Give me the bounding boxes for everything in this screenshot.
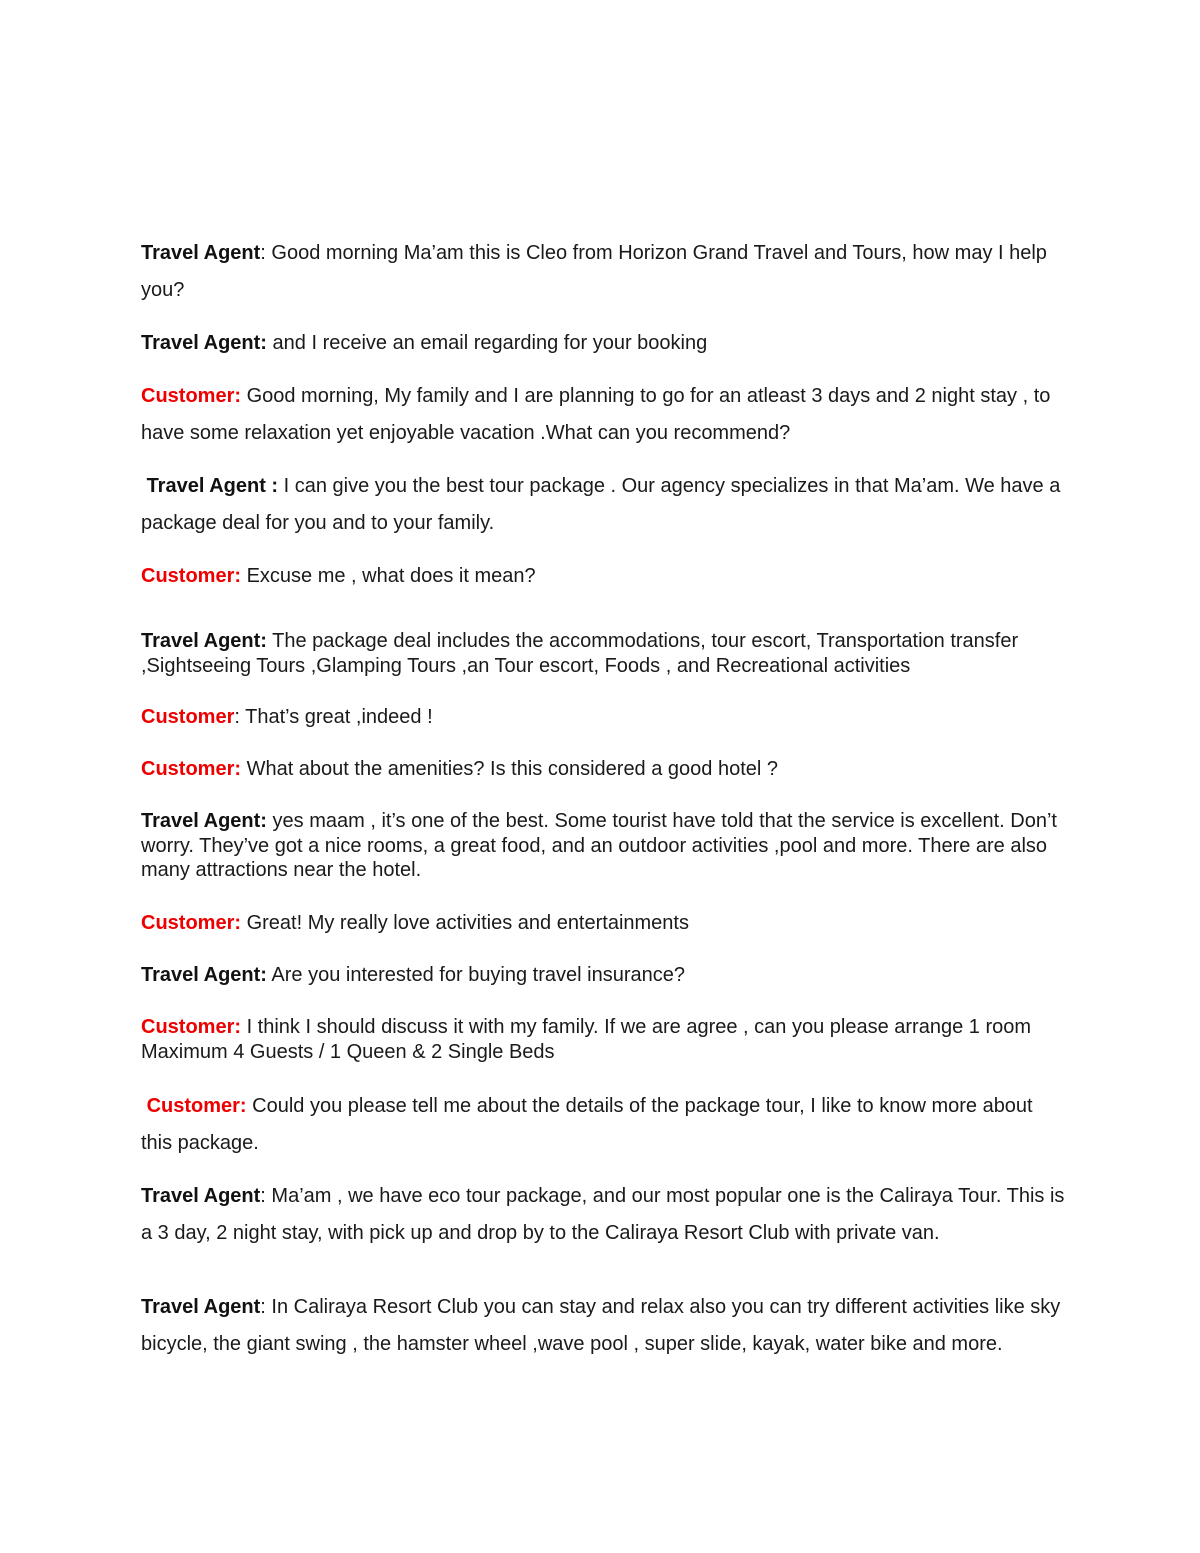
speaker-label-customer: Customer <box>141 706 235 728</box>
dialogue-text: yes maam , it’s one of the best. Some tourist have told that the service is excellent. Don’t worry. They’ve got a nice rooms, a great food, and an outdoor activities ,pool and more. There are also many attractions near the hotel. <box>141 810 1057 881</box>
dialogue-line-10 <box>141 911 1066 936</box>
dialogue-line-14 <box>141 1178 1066 1251</box>
dialogue-text: Good morning, My family and I are planning to go for an atleast 3 days and 2 night stay , to have some relaxation yet enjoyable vacation .What can you recommend? <box>141 385 1051 444</box>
dialogue-text: and I receive an email regarding for your booking <box>266 332 708 354</box>
dialogue-line-4 <box>141 468 1066 541</box>
dialogue-text: Excuse me , what does it mean? <box>241 565 536 587</box>
dialogue-line-5 <box>141 558 1066 595</box>
speaker-label-travel-agent: Travel Agent: <box>141 964 267 986</box>
dialogue-text: Could you please tell me about the details of the package tour, I like to know more about this package. <box>141 1095 1033 1154</box>
speaker-label-customer: Customer: <box>141 758 242 780</box>
dialogue-text: That’s great ,indeed ! <box>239 706 433 728</box>
dialogue-line-15 <box>141 1289 1066 1362</box>
dialogue-line-3 <box>141 378 1066 451</box>
speaker-label-travel-agent: Travel Agent : <box>146 475 279 497</box>
dialogue-text: In Caliraya Resort Club you can stay and relax also you can try different activities like sky bicycle, the giant swing , the hamster wheel ,wave pool , super slide, kayak, water bike and more. <box>141 1296 1061 1355</box>
dialogue-line-6 <box>141 629 1066 678</box>
dialogue-line-7 <box>141 705 1066 730</box>
dialogue-line-8 <box>141 757 1066 782</box>
dialogue-line-11 <box>141 963 1066 988</box>
speaker-label-customer: Customer: <box>141 912 242 934</box>
speaker-label-travel-agent: Travel Agent <box>141 1296 261 1318</box>
speaker-label-travel-agent: Travel Agent: <box>141 810 267 832</box>
dialogue-text: Are you interested for buying travel insurance? <box>266 964 685 986</box>
speaker-label-customer: Customer: <box>141 385 242 407</box>
dialogue-text: I think I should discuss it with my family. If we are agree , can you please arrange 1 room Maximum 4 Guests / 1 Queen & 2 Single Beds <box>141 1016 1032 1063</box>
dialogue-line-13 <box>141 1088 1066 1161</box>
dialogue-text: Good morning Ma’am this is Cleo from Horizon Grand Travel and Tours, how may I help you? <box>141 242 1047 301</box>
speaker-label-travel-agent: Travel Agent: <box>141 630 267 652</box>
dialogue-text: I can give you the best tour package . Our agency specializes in that Ma’am. We have a package deal for you and to your family. <box>141 475 1061 534</box>
speaker-label-travel-agent: Travel Agent <box>141 1185 261 1207</box>
speaker-separator: : <box>260 1185 266 1207</box>
speaker-separator: : <box>260 242 266 264</box>
dialogue-text: The package deal includes the accommodations, tour escort, Transportation transfer ,Sightseeing Tours ,Glamping Tours ,an Tour escort, Foods , and Recreational activities <box>141 630 1019 677</box>
speaker-label-travel-agent: Travel Agent: <box>141 332 267 354</box>
dialogue-line-1 <box>141 235 1066 308</box>
speaker-label-customer: Customer: <box>141 565 242 587</box>
speaker-label-customer: Customer: <box>141 1016 242 1038</box>
dialogue-text: What about the amenities? Is this considered a good hotel ? <box>241 758 779 780</box>
speaker-separator: : <box>234 706 240 728</box>
dialogue-text: Ma’am , we have eco tour package, and our most popular one is the Caliraya Tour. This is a 3 day, 2 night stay, with pick up and drop by to the Caliraya Resort Club with private van. <box>141 1185 1065 1244</box>
dialogue-line-9 <box>141 809 1066 883</box>
dialogue-line-12 <box>141 1015 1066 1064</box>
dialogue-line-2 <box>141 325 1066 362</box>
speaker-label-customer: Customer: <box>146 1095 247 1117</box>
speaker-separator: : <box>260 1296 266 1318</box>
speaker-label-travel-agent: Travel Agent <box>141 242 261 264</box>
dialogue-text: Great! My really love activities and entertainments <box>241 912 689 934</box>
